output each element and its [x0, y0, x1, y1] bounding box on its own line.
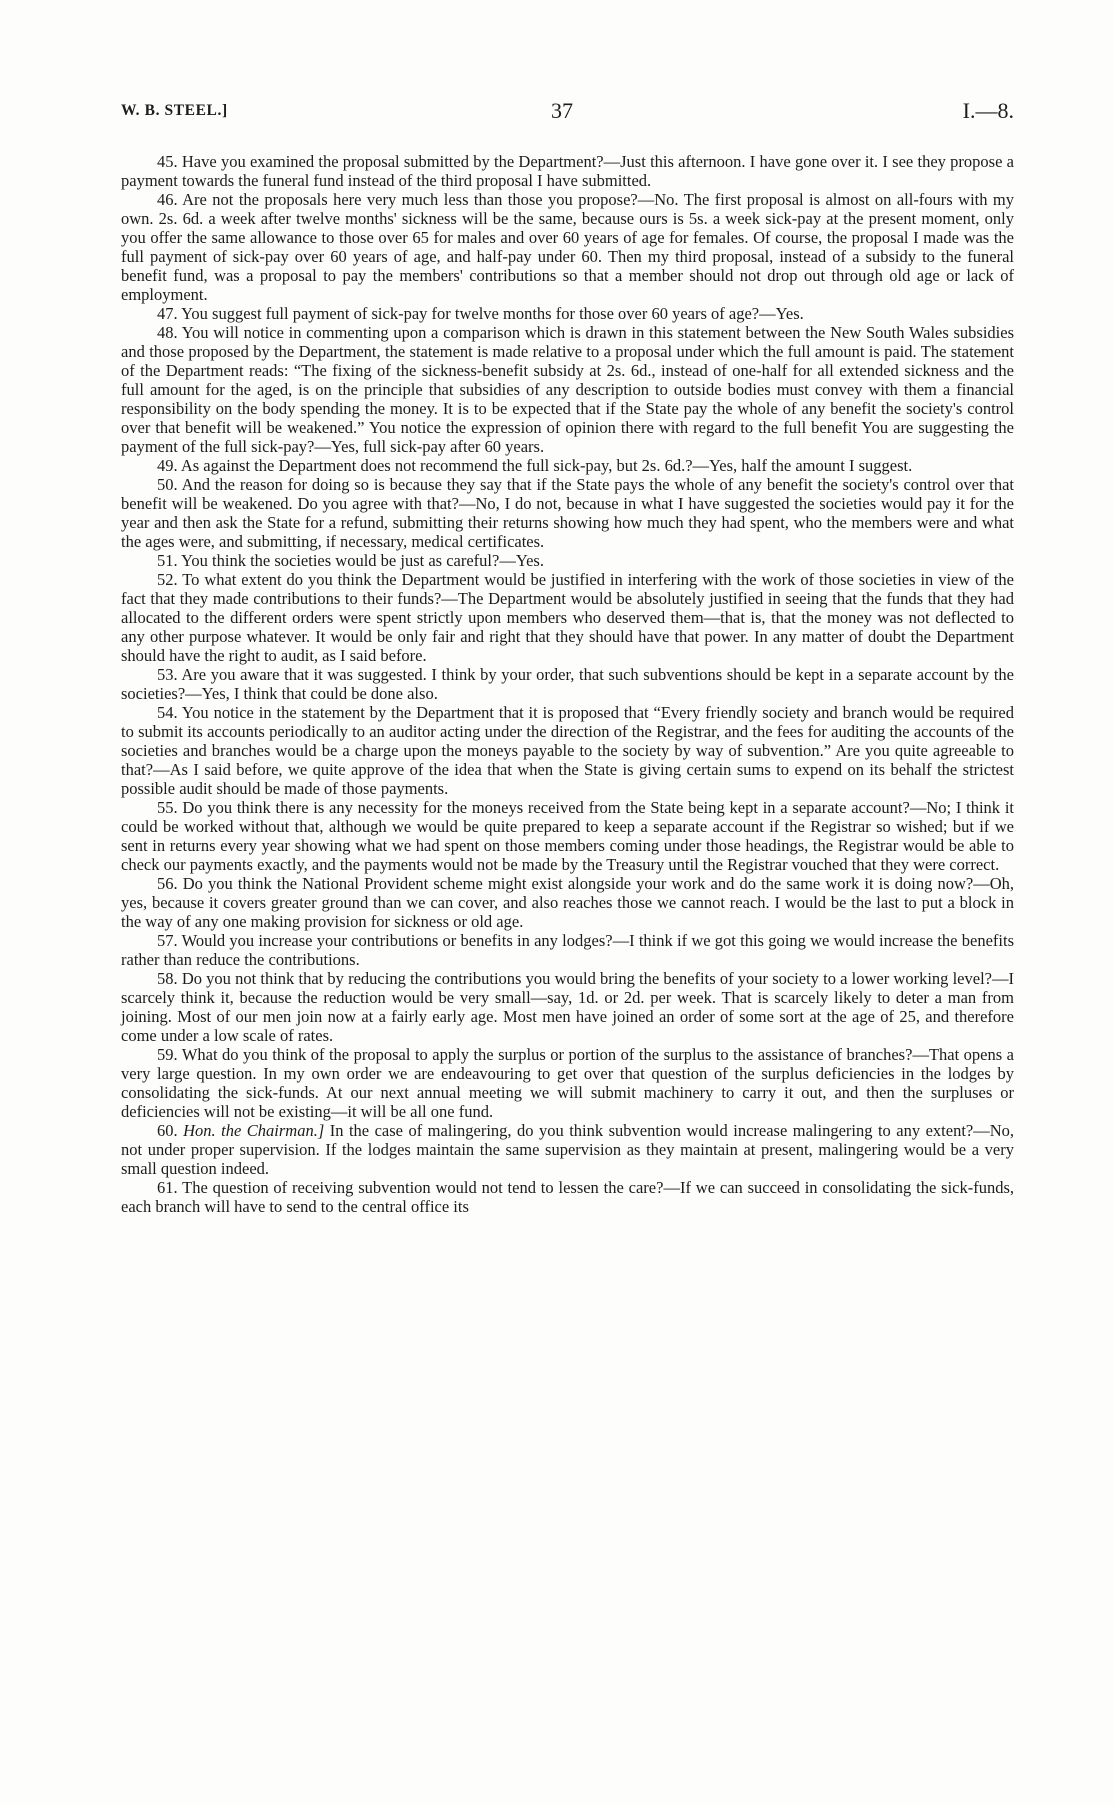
paragraph — [121, 570, 1014, 665]
question: 59. What do you think of the proposal to apply the surplus or portion of the surplus to the assistance of branches? — [157, 1045, 913, 1064]
question: 51. You think the societies would be just as careful? — [157, 551, 500, 570]
question: 45. Have you examined the proposal submitted by the Department? — [157, 152, 604, 171]
question-number: 60. — [157, 1121, 178, 1140]
question: 54. You notice in the statement by the Department that it is proposed that “Every friendly society and branch would be required to submit its accounts periodically to an auditor acting under the direction of the Registrar, and the fees for auditing the accounts of the societies and branches would be a charge upon the moneys payable to the society by way of subvention.” Are you quite agreeable to that? — [121, 703, 1014, 779]
question: 56. Do you think the National Provident scheme might exist alongside your work and do the same work it is doing now? — [157, 874, 974, 893]
question: 49. As against the Department does not recommend the full sick-pay, but 2s. 6d.? — [157, 456, 693, 475]
answer: —I scarcely think it, because the reduction would be very small—say, 1d. or 2d. per week. That is scarcely likely to deter a man from joining. Most of our men join now at a fairly early age. Most men have joined an order of some sort at the age of 25, and therefore come under a low scale of rates. — [121, 969, 1014, 1045]
answer: —No. The first proposal is almost on all-fours with my own. 2s. 6d. a week after twelve months' sickness will be the same, because ours is 5s. a week sick-pay at the present moment, only you offer the same allowance to those over 65 for males and over 60 years of age for females. Of course, the proposal I made was the full payment of sick-pay over 60 years of age, and half-pay under 60. Then my third proposal, instead of a subsidy to the funeral benefit fund, was a proposal to pay the members' contributions so that a member should not drop out through old age or lack of employment. — [121, 190, 1014, 304]
answer: —If we can succeed in consolidating the sick-funds, each branch will have to send to the central office its — [121, 1178, 1015, 1216]
body-text — [121, 152, 1014, 1216]
paragraph — [121, 969, 1014, 1045]
paragraph — [121, 475, 1014, 551]
paragraph — [121, 1178, 1014, 1216]
paragraph — [121, 665, 1014, 703]
question: 57. Would you increase your contributions or benefits in any lodges? — [157, 931, 613, 950]
question: 61. The question of receiving subvention would not tend to lessen the care? — [157, 1178, 664, 1197]
answer: —No, I do not, because in what I have suggested the societies would pay it for the year and then ask the State for a refund, submitting their returns showing how much they had spent, who the members were and what the ages were, and submitting, if necessary, medical certificates. — [121, 494, 1014, 551]
answer: —Just this afternoon. I have gone over it. I see they propose a payment towards the funeral fund instead of the third proposal I have submitted. — [121, 152, 1014, 190]
answer: —That opens a very large question. In my own order we are endeavouring to get over that question of the surplus deficiencies in the lodges by consolidating the sick-funds. At our next annual meeting we will submit machinery to carry it out, and then the surpluses or deficiencies will not be existing—it will be all one fund. — [121, 1045, 1014, 1121]
question: 48. You will notice in commenting upon a comparison which is drawn in this statement between the New South Wales subsidies and those proposed by the Department, the statement is made relative to a proposal under which the full amount is paid. The statement of the Department reads: “The fixing of the sickness-benefit subsidy at 2s. 6d., instead of one-half for all extended sickness and the full amount for the aged, is on the principle that subsidies of any description to outside bodies must convey with them a financial responsibility on the body spending the money. It is to be expected that if the State pay the whole of any benefit the society's control over that benefit will be weakened.” You notice the expression of opinion there with regard to the full benefit You are suggesting the payment of the full sick-pay? — [121, 323, 1014, 456]
paragraph — [121, 323, 1014, 456]
question: 52. To what extent do you think the Department would be justified in interfering with the work of those societies in view of the fact that they made contributions to their funds? — [121, 570, 1014, 608]
page-header — [121, 100, 1014, 130]
answer: —Yes. — [759, 304, 804, 323]
answer: —Yes. — [499, 551, 544, 570]
answer: —The Department would be absolutely justified in seeing that the funds that they had allocated to the different orders were spent strictly upon members who deserved them—that is, that the money was not deflected to any other purpose whatever. It would be only fair and right that they should have that power. In any matter of doubt the Department should have the right to audit, as I said before. — [121, 589, 1014, 665]
question: 55. Do you think there is any necessity for the moneys received from the State being kept in a separate account? — [157, 798, 910, 817]
question: 58. Do you not think that by reducing the contributions you would bring the benefits of your society to a lower working level? — [157, 969, 992, 988]
paragraph — [121, 152, 1014, 190]
witness-name: W. B. STEEL.] — [121, 102, 228, 119]
paragraph — [121, 874, 1014, 931]
answer: —Yes, half the amount I suggest. — [692, 456, 913, 475]
paragraph — [121, 1045, 1014, 1121]
answer: —Oh, yes, because it covers greater ground than we can cover, and also reaches those we cannot reach. I would be the last to put a block in the way of any one making provision for sickness or old age. — [121, 874, 1014, 931]
answer: —As I said before, we quite approve of the idea that when the State is giving certain sums to expend on its behalf the strictest possible audit should be made of those payments. — [121, 760, 1014, 798]
question: 53. Are you aware that it was suggested. I think by your order, that such subventions should be kept in a separate account by the societies? — [121, 665, 1014, 703]
paragraph — [121, 190, 1014, 304]
section-number: I.—8. — [962, 98, 1014, 123]
paragraph — [121, 1121, 1014, 1178]
paragraph — [121, 798, 1014, 874]
answer: —No, not under proper supervision. If the lodges maintain the same supervision as they maintain at present, malingering would be a very small question indeed. — [121, 1121, 1015, 1178]
answer: —Yes, full sick-pay after 60 years. — [314, 437, 545, 456]
page-number: 37 — [551, 98, 573, 123]
answer: —No; I think it could be worked without that, although we would be quite prepared to keep a separate account if the Registrar so wished; but if we sent in returns every year showing what we had spent on those members coming under those headings, the Registrar would be able to check our payments exactly, and the payments would not be made by the Treasury until the Registrar vouched that they were correct. — [121, 798, 1014, 874]
question: In the case of malingering, do you think subvention would increase malingering to any extent? — [329, 1121, 974, 1140]
question: 47. You suggest full payment of sick-pay for twelve months for those over 60 years of age? — [157, 304, 760, 323]
speaker: Hon. the Chairman.] — [183, 1121, 325, 1140]
question: 50. And the reason for doing so is because they say that if the State pays the whole of any benefit the society's control over that benefit will be weakened. Do you agree with that? — [121, 475, 1014, 513]
question: 46. Are not the proposals here very much less than those you propose? — [157, 190, 638, 209]
paragraph — [121, 931, 1014, 969]
answer: —I think if we got this going we would increase the benefits rather than reduce the contributions. — [121, 931, 1014, 969]
paragraph — [121, 551, 1014, 570]
paragraph — [121, 304, 1014, 323]
answer: —Yes, I think that could be done also. — [185, 684, 438, 703]
paragraph — [121, 456, 1014, 475]
paragraph — [121, 703, 1014, 798]
